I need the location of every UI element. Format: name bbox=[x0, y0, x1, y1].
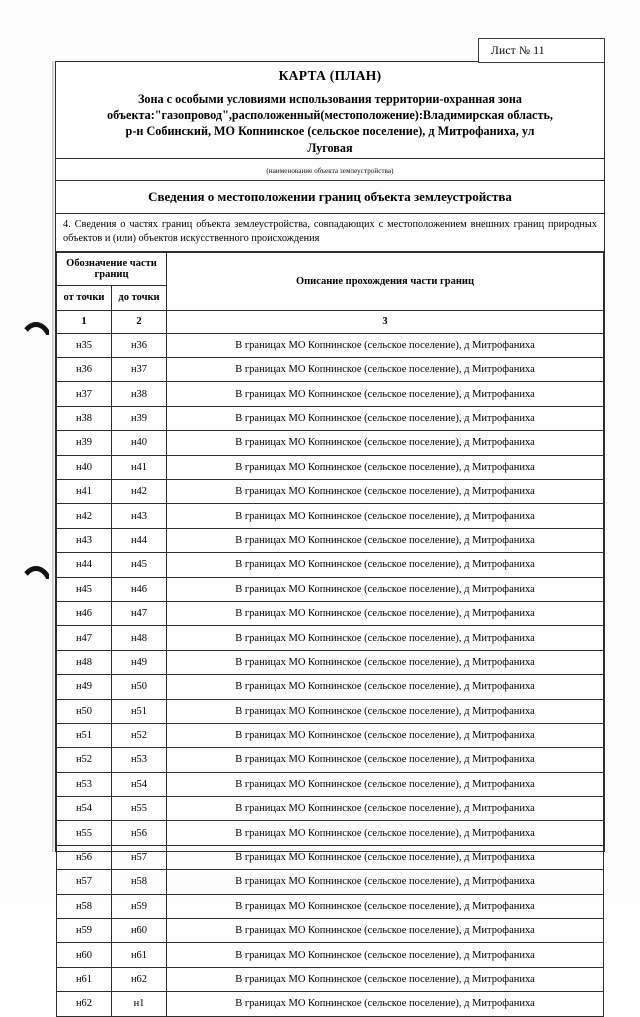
table-row bbox=[57, 406, 604, 430]
cell-description: В границах МО Копнинское (сельское поселение), д Митрофаниха bbox=[167, 358, 604, 382]
header-description: Описание прохождения части границ bbox=[167, 252, 604, 310]
cell-to-point: н36 bbox=[112, 333, 167, 357]
cell-from-point: н35 bbox=[57, 333, 112, 357]
table-row bbox=[57, 772, 604, 796]
object-name-caption: (наименование объекта землеустройства) bbox=[266, 166, 394, 175]
borders-table bbox=[56, 252, 604, 1017]
object-name-caption-row bbox=[56, 159, 604, 181]
cell-description: В границах МО Копнинское (сельское поселение), д Митрофаниха bbox=[167, 431, 604, 455]
document-page-frame bbox=[55, 61, 605, 1010]
cell-from-point: н36 bbox=[57, 358, 112, 382]
cell-from-point: н62 bbox=[57, 992, 112, 1016]
column-number-3: 3 bbox=[167, 310, 604, 333]
table-row bbox=[57, 504, 604, 528]
cell-description: В границах МО Копнинское (сельское поселение), д Митрофаниха bbox=[167, 626, 604, 650]
cell-to-point: н54 bbox=[112, 772, 167, 796]
cell-from-point: н61 bbox=[57, 967, 112, 991]
table-row bbox=[57, 894, 604, 918]
cell-description: В границах МО Копнинское (сельское поселение), д Митрофаниха bbox=[167, 797, 604, 821]
cell-description: В границах МО Копнинское (сельское поселение), д Митрофаниха bbox=[167, 772, 604, 796]
header-from-point: от точки bbox=[57, 285, 112, 310]
cell-to-point: н45 bbox=[112, 553, 167, 577]
cell-from-point: н38 bbox=[57, 406, 112, 430]
cell-from-point: н48 bbox=[57, 650, 112, 674]
table-row bbox=[57, 870, 604, 894]
cell-description: В границах МО Копнинское (сельское поселение), д Митрофаниха bbox=[167, 870, 604, 894]
cell-from-point: н60 bbox=[57, 943, 112, 967]
section-heading: Сведения о местоположении границ объекта землеустройства bbox=[56, 181, 604, 214]
cell-from-point: н57 bbox=[57, 870, 112, 894]
cell-description: В границах МО Копнинское (сельское поселение), д Митрофаниха bbox=[167, 943, 604, 967]
cell-from-point: н47 bbox=[57, 626, 112, 650]
cell-to-point: н37 bbox=[112, 358, 167, 382]
cell-to-point: н1 bbox=[112, 992, 167, 1016]
table-row bbox=[57, 967, 604, 991]
cell-from-point: н56 bbox=[57, 845, 112, 869]
table-row bbox=[57, 723, 604, 747]
sheet-number-label: Лист № 11 bbox=[491, 44, 545, 57]
cell-from-point: н42 bbox=[57, 504, 112, 528]
table-row bbox=[57, 748, 604, 772]
cell-description: В границах МО Копнинское (сельское поселение), д Митрофаниха bbox=[167, 480, 604, 504]
table-row bbox=[57, 455, 604, 479]
cell-description: В границах МО Копнинское (сельское поселение), д Митрофаниха bbox=[167, 382, 604, 406]
cell-to-point: н38 bbox=[112, 382, 167, 406]
cell-to-point: н51 bbox=[112, 699, 167, 723]
cell-to-point: н47 bbox=[112, 601, 167, 625]
table-row bbox=[57, 480, 604, 504]
cell-to-point: н42 bbox=[112, 480, 167, 504]
cell-from-point: н53 bbox=[57, 772, 112, 796]
cell-to-point: н48 bbox=[112, 626, 167, 650]
subtitle-line-4: Луговая bbox=[307, 140, 353, 155]
subtitle-line-1: Зона с особыми условиями использования территории-охранная зона bbox=[137, 92, 523, 106]
cell-to-point: н49 bbox=[112, 650, 167, 674]
cell-description: В границах МО Копнинское (сельское поселение), д Митрофаниха bbox=[167, 528, 604, 552]
cell-description: В границах МО Копнинское (сельское поселение), д Митрофаниха bbox=[167, 577, 604, 601]
cell-to-point: н61 bbox=[112, 943, 167, 967]
cell-from-point: н51 bbox=[57, 723, 112, 747]
cell-to-point: н44 bbox=[112, 528, 167, 552]
cell-description: В границах МО Копнинское (сельское поселение), д Митрофаниха bbox=[167, 553, 604, 577]
cell-description: В границах МО Копнинское (сельское поселение), д Митрофаниха bbox=[167, 967, 604, 991]
table-row bbox=[57, 333, 604, 357]
table-row bbox=[57, 528, 604, 552]
cell-from-point: н49 bbox=[57, 675, 112, 699]
cell-to-point: н52 bbox=[112, 723, 167, 747]
cell-description: В границах МО Копнинское (сельское поселение), д Митрофаниха bbox=[167, 821, 604, 845]
table-row bbox=[57, 358, 604, 382]
cell-from-point: н58 bbox=[57, 894, 112, 918]
header-to-point: до точки bbox=[112, 285, 167, 310]
header-part-designation: Обозначение части границ bbox=[57, 252, 167, 285]
cell-from-point: н45 bbox=[57, 577, 112, 601]
table-row bbox=[57, 431, 604, 455]
cell-to-point: н43 bbox=[112, 504, 167, 528]
cell-from-point: н41 bbox=[57, 480, 112, 504]
table-row bbox=[57, 699, 604, 723]
cell-to-point: н53 bbox=[112, 748, 167, 772]
cell-from-point: н52 bbox=[57, 748, 112, 772]
table-row bbox=[57, 992, 604, 1016]
cell-description: В границах МО Копнинское (сельское поселение), д Митрофаниха bbox=[167, 601, 604, 625]
cell-to-point: н59 bbox=[112, 894, 167, 918]
column-number-1: 1 bbox=[57, 310, 112, 333]
cell-from-point: н44 bbox=[57, 553, 112, 577]
title-block bbox=[56, 62, 604, 159]
table-row bbox=[57, 943, 604, 967]
cell-description: В границах МО Копнинское (сельское поселение), д Митрофаниха bbox=[167, 992, 604, 1016]
table-row bbox=[57, 650, 604, 674]
cell-to-point: н62 bbox=[112, 967, 167, 991]
table-row bbox=[57, 797, 604, 821]
borders-table-head bbox=[57, 252, 604, 333]
table-row bbox=[57, 626, 604, 650]
cell-to-point: н60 bbox=[112, 919, 167, 943]
cell-description: В границах МО Копнинское (сельское поселение), д Митрофаниха bbox=[167, 894, 604, 918]
scan-edge-streak bbox=[52, 61, 55, 852]
cell-to-point: н41 bbox=[112, 455, 167, 479]
cell-from-point: н59 bbox=[57, 919, 112, 943]
cell-from-point: н55 bbox=[57, 821, 112, 845]
cell-to-point: н46 bbox=[112, 577, 167, 601]
cell-to-point: н57 bbox=[112, 845, 167, 869]
sheet-number-box bbox=[478, 38, 605, 63]
document-title: КАРТА (ПЛАН) bbox=[278, 68, 382, 83]
table-row bbox=[57, 553, 604, 577]
cell-description: В границах МО Копнинское (сельское поселение), д Митрофаниха bbox=[167, 504, 604, 528]
cell-description: В границах МО Копнинское (сельское поселение), д Митрофаниха bbox=[167, 675, 604, 699]
cell-description: В границах МО Копнинское (сельское поселение), д Митрофаниха bbox=[167, 919, 604, 943]
table-row bbox=[57, 382, 604, 406]
header-row-numbers bbox=[57, 310, 604, 333]
table-row bbox=[57, 821, 604, 845]
subtitle-line-3: р-н Собинский, МО Копнинское (сельское поселение), д Митрофаниха, ул bbox=[125, 124, 535, 139]
cell-from-point: н46 bbox=[57, 601, 112, 625]
cell-from-point: н37 bbox=[57, 382, 112, 406]
table-row bbox=[57, 601, 604, 625]
header-row-group bbox=[57, 252, 604, 285]
document-subtitle bbox=[64, 91, 596, 156]
cell-from-point: н50 bbox=[57, 699, 112, 723]
cell-description: В границах МО Копнинское (сельское поселение), д Митрофаниха bbox=[167, 699, 604, 723]
cell-to-point: н40 bbox=[112, 431, 167, 455]
cell-to-point: н39 bbox=[112, 406, 167, 430]
cell-description: В границах МО Копнинское (сельское поселение), д Митрофаниха bbox=[167, 723, 604, 747]
cell-from-point: н54 bbox=[57, 797, 112, 821]
table-row bbox=[57, 577, 604, 601]
cell-to-point: н50 bbox=[112, 675, 167, 699]
borders-table-wrapper bbox=[56, 252, 604, 1017]
subtitle-line-2: объекта:"газопровод",расположенный(местоположение):Владимирская область, bbox=[107, 108, 553, 123]
column-number-2: 2 bbox=[112, 310, 167, 333]
section-4-paragraph: 4. Сведения о частях границ объекта землеустройства, совпадающих с местоположением внешних границ природных объектов и (или) объектов искусственного происхождения bbox=[56, 214, 604, 252]
table-row bbox=[57, 675, 604, 699]
cell-to-point: н58 bbox=[112, 870, 167, 894]
cell-description: В границах МО Копнинское (сельское поселение), д Митрофаниха bbox=[167, 650, 604, 674]
cell-description: В границах МО Копнинское (сельское поселение), д Митрофаниха bbox=[167, 748, 604, 772]
cell-description: В границах МО Копнинское (сельское поселение), д Митрофаниха bbox=[167, 333, 604, 357]
cell-from-point: н40 bbox=[57, 455, 112, 479]
cell-description: В границах МО Копнинское (сельское поселение), д Митрофаниха bbox=[167, 406, 604, 430]
cell-from-point: н39 bbox=[57, 431, 112, 455]
cell-to-point: н55 bbox=[112, 797, 167, 821]
cell-from-point: н43 bbox=[57, 528, 112, 552]
cell-to-point: н56 bbox=[112, 821, 167, 845]
borders-table-body bbox=[57, 333, 604, 1016]
cell-description: В границах МО Копнинское (сельское поселение), д Митрофаниха bbox=[167, 845, 604, 869]
cell-description: В границах МО Копнинское (сельское поселение), д Митрофаниха bbox=[167, 455, 604, 479]
table-row bbox=[57, 919, 604, 943]
table-row bbox=[57, 845, 604, 869]
